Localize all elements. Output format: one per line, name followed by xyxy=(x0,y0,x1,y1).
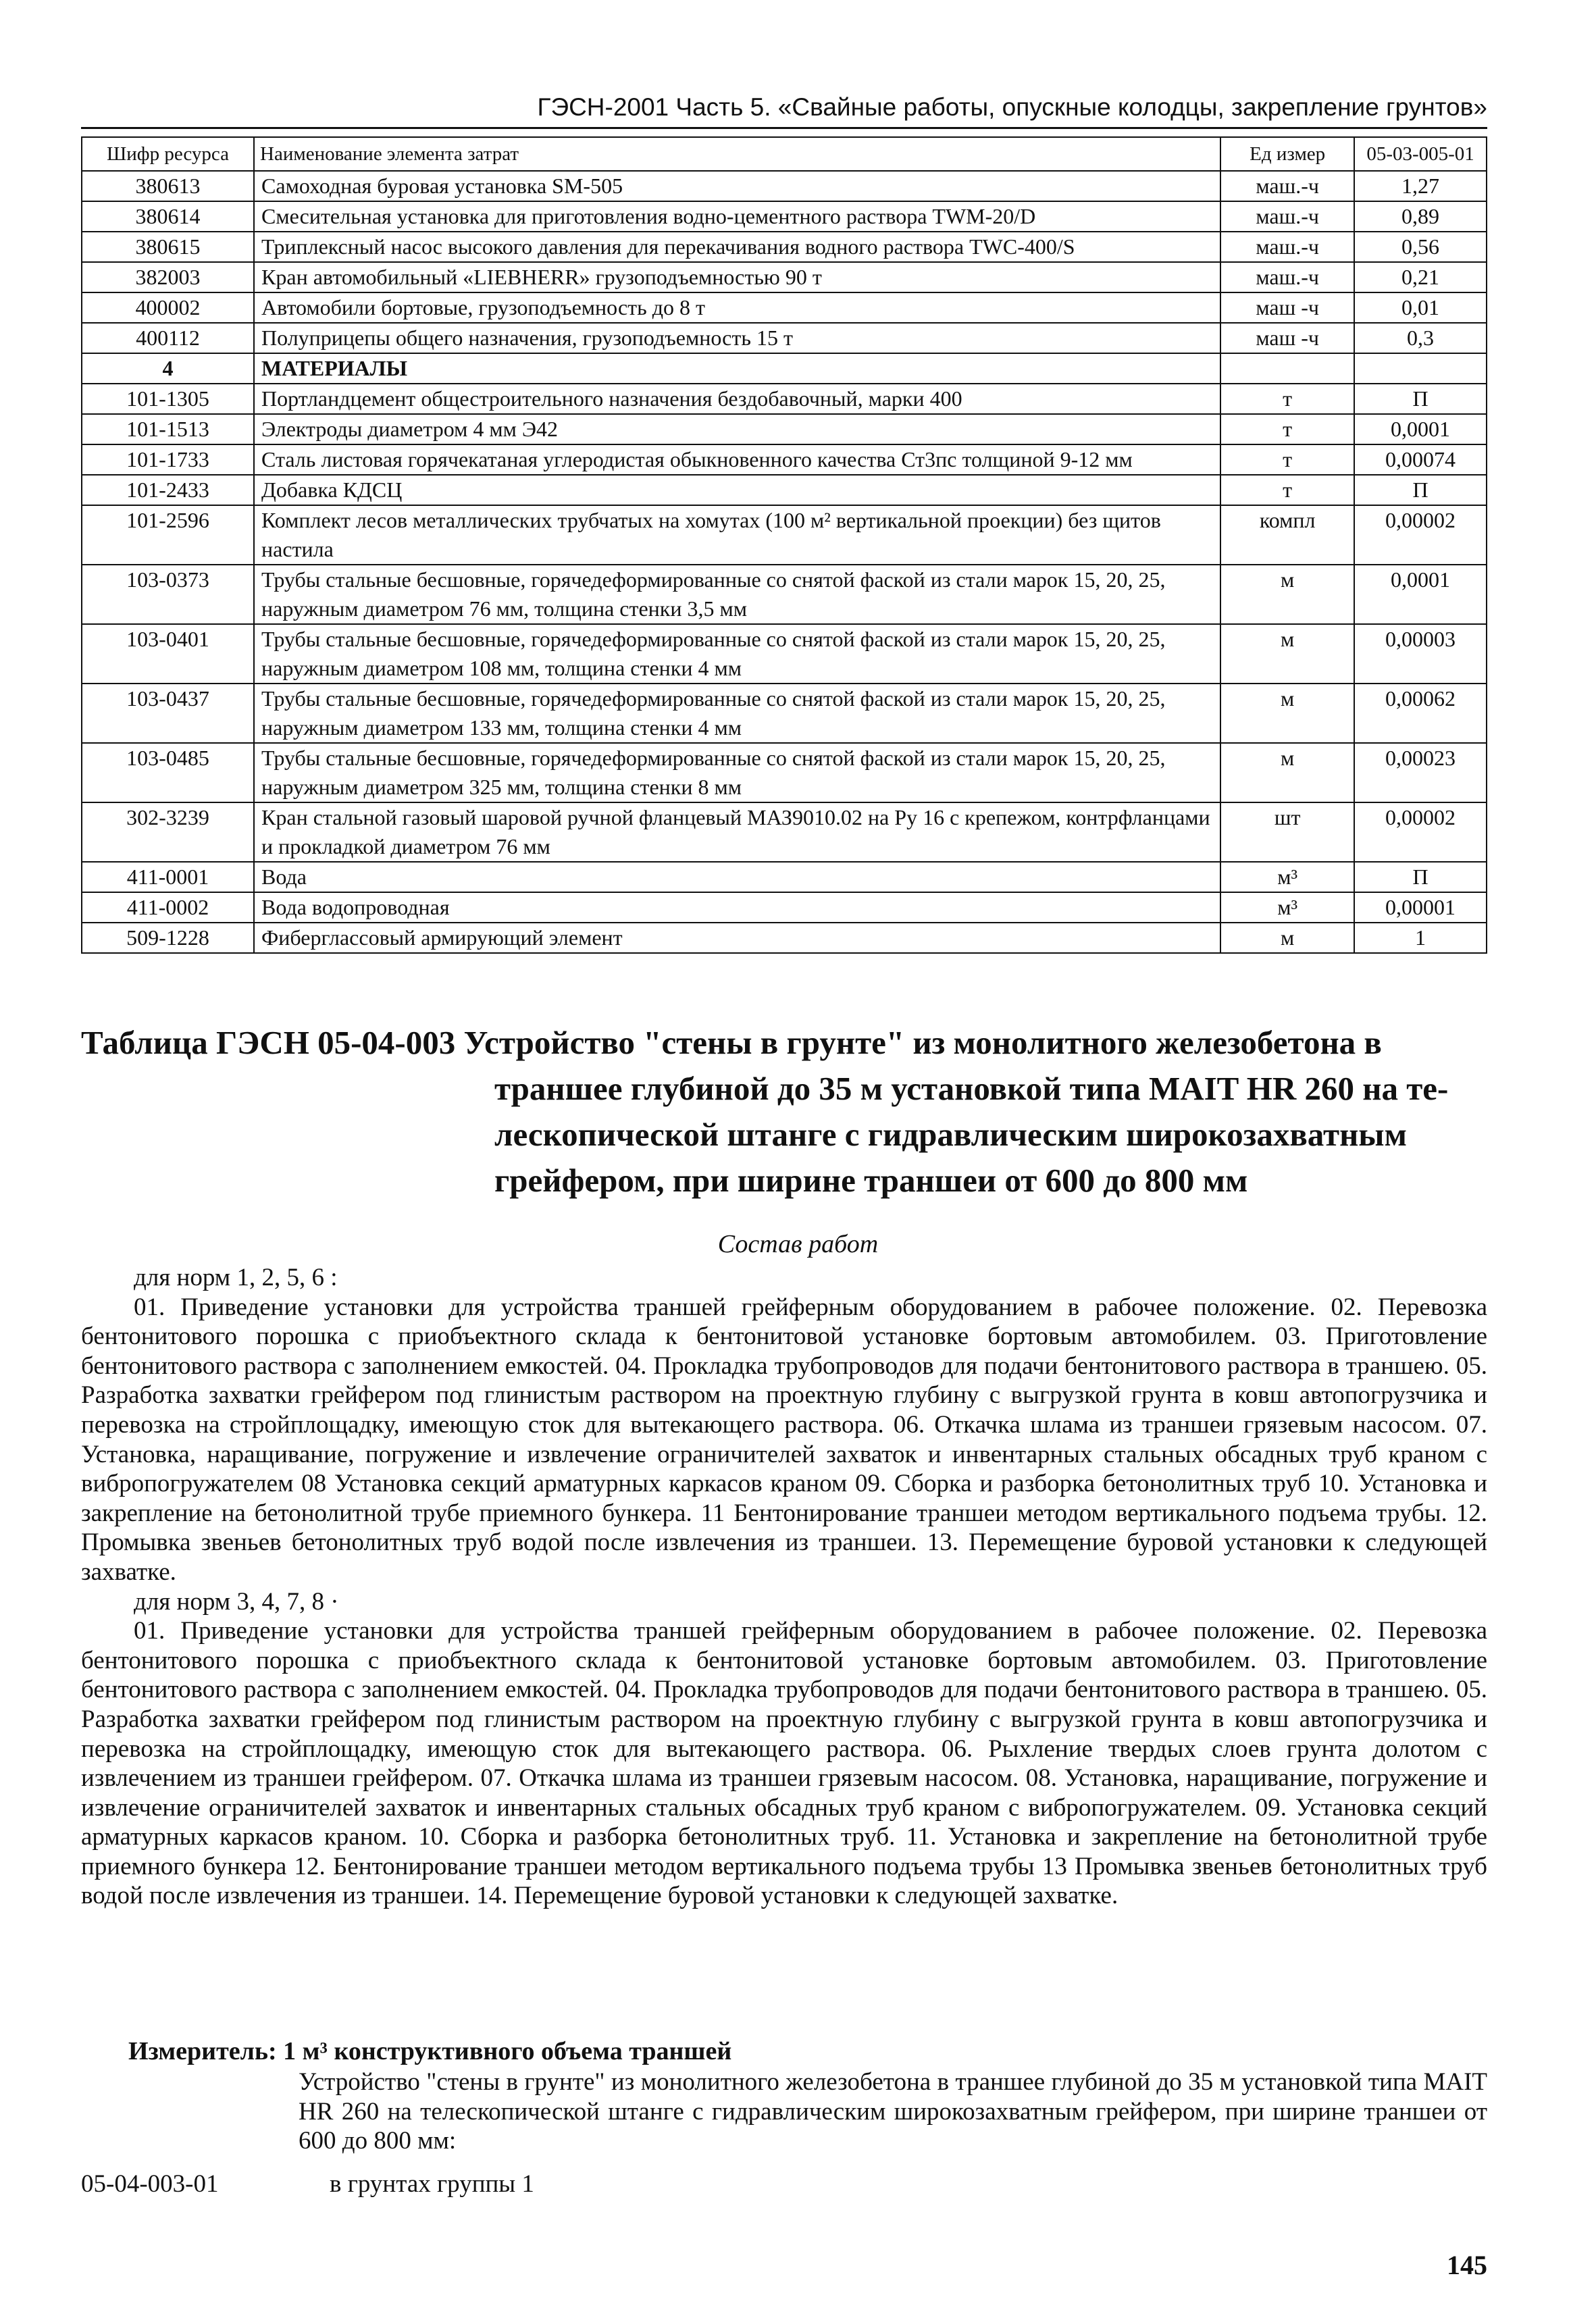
title-line-2: траншее глубиной до 35 м установкой типа MAIT HR 260 на те- xyxy=(494,1070,1449,1107)
cell-value: 0,00003 xyxy=(1354,624,1487,684)
cell-unit: м³ xyxy=(1220,862,1354,892)
cell-name: Кран автомобильный «LIEBHERR» грузоподъемностью 90 т xyxy=(254,262,1220,292)
title-text-1: Устройство "стены в грунте" из монолитного железобетона в xyxy=(463,1024,1382,1061)
work-composition-body xyxy=(81,1263,1487,1911)
cell-value: 0,0001 xyxy=(1354,414,1487,444)
table-row xyxy=(82,323,1487,353)
cell-unit: м xyxy=(1220,743,1354,802)
cell-unit: маш -ч xyxy=(1220,323,1354,353)
cell-code: 101-2433 xyxy=(82,475,254,505)
meter-description: Устройство "стены в грунте" из монолитного железобетона в траншее глубиной до 35 м установкой типа MAIT HR 260 на телескопической штанге с гидравлическим широкозахватным грейфером, при ширине траншеи от 600 до 800 мм: xyxy=(299,2068,1487,2155)
cell-code: 101-2596 xyxy=(82,505,254,565)
cell-name: Фиберглассовый армирующий элемент xyxy=(254,923,1220,953)
cell-unit: т xyxy=(1220,384,1354,414)
cell-value: 0,00001 xyxy=(1354,892,1487,923)
cell-name: Добавка КДСЦ xyxy=(254,475,1220,505)
norms-label-1: для норм 1, 2, 5, 6 : xyxy=(134,1264,338,1291)
cell-name: Смесительная установка для приготовления водно-цементного раствора TWM-20/D xyxy=(254,201,1220,232)
resource-table xyxy=(81,136,1487,954)
cell-name: Портландцемент общестроительного назначения бездобавочный, марки 400 xyxy=(254,384,1220,414)
cell-code: 101-1513 xyxy=(82,414,254,444)
cell-name: Автомобили бортовые, грузоподъемность до 8 т xyxy=(254,292,1220,323)
title-line-3: лескопической штанге с гидравлическим широкозахватным xyxy=(494,1116,1407,1153)
cell-value: 0,00074 xyxy=(1354,444,1487,475)
title-line-1 xyxy=(81,1020,1487,1066)
cell-code: 380613 xyxy=(82,171,254,201)
cell-name: Трубы стальные бесшовные, горячедеформированные со снятой фаской из стали марок 15, 20, 25, наружным диаметром 133 мм, толщина стенки 4 мм xyxy=(254,684,1220,743)
cell-code: 400002 xyxy=(82,292,254,323)
table-row xyxy=(82,353,1487,384)
table-row xyxy=(82,475,1487,505)
table-row xyxy=(82,171,1487,201)
cell-unit: маш.-ч xyxy=(1220,171,1354,201)
cell-unit: т xyxy=(1220,414,1354,444)
title-line-4: грейфером, при ширине траншеи от 600 до 800 мм xyxy=(494,1162,1248,1199)
cell-unit: м xyxy=(1220,565,1354,624)
cell-value: 0,21 xyxy=(1354,262,1487,292)
cell-name: Комплект лесов металлических трубчатых на хомутах (100 м² вертикальной проекции) без щитов настила xyxy=(254,505,1220,565)
cell-value: 0,56 xyxy=(1354,232,1487,262)
table-body xyxy=(82,171,1487,953)
cell-name: Вода xyxy=(254,862,1220,892)
norm-code: 05-04-003-01 xyxy=(81,2170,219,2198)
cell-code: 411-0001 xyxy=(82,862,254,892)
table-row xyxy=(82,384,1487,414)
cell-name: МАТЕРИАЛЫ xyxy=(254,353,1220,384)
meter-label: Измеритель: xyxy=(128,2037,277,2065)
cell-unit: т xyxy=(1220,444,1354,475)
cell-code: 509-1228 xyxy=(82,923,254,953)
cell-code: 380614 xyxy=(82,201,254,232)
cell-unit: шт xyxy=(1220,802,1354,862)
cell-unit: маш.-ч xyxy=(1220,262,1354,292)
cell-name: Кран стальной газовый шаровой ручной фланцевый МАЗ9010.02 на Ру 16 с крепежом, контрфланцами и прокладкой диаметром 76 мм xyxy=(254,802,1220,862)
running-header: ГЭСН-2001 Часть 5. «Свайные работы, опускные колодцы, закрепление грунтов» xyxy=(81,93,1487,129)
work-composition-title: Состав работ xyxy=(717,1230,879,1258)
norms-label-2: для норм 3, 4, 7, 8 · xyxy=(134,1587,339,1616)
cell-code: 103-0401 xyxy=(82,624,254,684)
col-header-code: Шифр ресурса xyxy=(82,137,254,171)
cell-unit: маш.-ч xyxy=(1220,201,1354,232)
table-row xyxy=(82,624,1487,684)
cell-value: 0,00002 xyxy=(1354,505,1487,565)
cell-value: 0,3 xyxy=(1354,323,1487,353)
cell-unit: маш -ч xyxy=(1220,292,1354,323)
cell-name: Трубы стальные бесшовные, горячедеформированные со снятой фаской из стали марок 15, 20, 25, наружным диаметром 325 мм, толщина стенки 8 мм xyxy=(254,743,1220,802)
table-row xyxy=(82,802,1487,862)
table-row xyxy=(82,292,1487,323)
col-header-name: Наименование элемента затрат xyxy=(254,137,1220,171)
norm-text: в грунтах группы 1 xyxy=(330,2170,534,2198)
table-row xyxy=(82,232,1487,262)
cell-code: 411-0002 xyxy=(82,892,254,923)
cell-code: 103-0437 xyxy=(82,684,254,743)
cell-name: Самоходная буровая установка SM-505 xyxy=(254,171,1220,201)
cell-unit: м xyxy=(1220,684,1354,743)
cell-name: Сталь листовая горячекатаная углеродистая обыкновенного качества Ст3пс толщиной 9-12 мм xyxy=(254,444,1220,475)
cell-code: 380615 xyxy=(82,232,254,262)
title-lead: Таблица ГЭСН 05-04-003 xyxy=(81,1024,456,1061)
table-row xyxy=(82,743,1487,802)
table-row xyxy=(82,201,1487,232)
cell-unit: т xyxy=(1220,475,1354,505)
cell-code: 302-3239 xyxy=(82,802,254,862)
cell-value: 0,00002 xyxy=(1354,802,1487,862)
cell-value: 0,00023 xyxy=(1354,743,1487,802)
cell-code: 382003 xyxy=(82,262,254,292)
cell-value: 0,0001 xyxy=(1354,565,1487,624)
cell-name: Трубы стальные бесшовные, горячедеформированные со снятой фаской из стали марок 15, 20, 25, наружным диаметром 108 мм, толщина стенки 4 мм xyxy=(254,624,1220,684)
cell-name: Полуприцепы общего назначения, грузоподъемность 15 т xyxy=(254,323,1220,353)
cell-value: П xyxy=(1354,862,1487,892)
cell-unit: м xyxy=(1220,624,1354,684)
cell-unit: компл xyxy=(1220,505,1354,565)
cell-name: Триплексный насос высокого давления для перекачивания водного раствора TWC-400/S xyxy=(254,232,1220,262)
cell-value: П xyxy=(1354,475,1487,505)
cell-unit: м xyxy=(1220,923,1354,953)
cell-value: 1 xyxy=(1354,923,1487,953)
cell-code: 101-1305 xyxy=(82,384,254,414)
cell-name: Трубы стальные бесшовные, горячедеформированные со снятой фаской из стали марок 15, 20, 25, наружным диаметром 76 мм, толщина стенки 3,5 мм xyxy=(254,565,1220,624)
page-number: 145 xyxy=(1447,2250,1487,2280)
table-row xyxy=(82,262,1487,292)
table-row xyxy=(82,565,1487,624)
cell-code: 103-0373 xyxy=(82,565,254,624)
table-row xyxy=(82,684,1487,743)
table-row xyxy=(82,892,1487,923)
cell-unit: м³ xyxy=(1220,892,1354,923)
cell-value: 1,27 xyxy=(1354,171,1487,201)
table-header-row xyxy=(82,137,1487,171)
cell-code: 101-1733 xyxy=(82,444,254,475)
table-row xyxy=(82,923,1487,953)
work-text-1: 01. Приведение установки для устройства траншей грейферным оборудованием в рабочее положение. 02. Перевозка бентонитового порошка с приобъектного склада к бентонитовой установке бортовым автомобилем. 03. Приготовление бентонитового раствора с заполнением емкостей. 04. Прокладка трубопроводов для подачи бентонитового раствора в траншею. 05. Разработка захватки грейфером под глинистым раствором на проектную глубину с выгрузкой грунта в ковш автопогрузчика и перевозка на стройплощадку, имеющую сток для вытекающего раствора. 06. Откачка шлама из траншеи грязевым насосом. 07. Установка, наращивание, погружение и извлечение ограничителей захваток и инвентарных стальных обсадных труб краном с вибропогружателем 08 Установка секций арматурных каркасов краном 09. Сборка и разборка бетонолитных труб 10. Установка и закрепление на бетонолитной трубе приемного бункера. 11 Бентонирование траншеи методом вертикального подъема трубы. 12. Промывка звеньев бетонолитных труб водой после извлечения из траншеи. 13. Перемещение буровой установки к следующей захватке. xyxy=(81,1293,1487,1586)
cell-unit: маш.-ч xyxy=(1220,232,1354,262)
meter xyxy=(128,2036,731,2066)
cell-unit xyxy=(1220,353,1354,384)
table-row xyxy=(82,862,1487,892)
cell-value: 0,00062 xyxy=(1354,684,1487,743)
section-title xyxy=(81,1020,1487,1204)
col-header-value: 05-03-005-01 xyxy=(1354,137,1487,171)
table-row xyxy=(82,505,1487,565)
table-row xyxy=(82,414,1487,444)
cell-value xyxy=(1354,353,1487,384)
cell-code: 103-0485 xyxy=(82,743,254,802)
cell-code: 400112 xyxy=(82,323,254,353)
meter-value: 1 м³ конструктивного объема траншей xyxy=(283,2037,732,2065)
col-header-unit: Ед измер xyxy=(1220,137,1354,171)
cell-name: Электроды диаметром 4 мм Э42 xyxy=(254,414,1220,444)
cell-value: 0,01 xyxy=(1354,292,1487,323)
cell-code: 4 xyxy=(82,353,254,384)
cell-name: Вода водопроводная xyxy=(254,892,1220,923)
work-text-2: 01. Приведение установки для устройства траншей грейферным оборудованием в рабочее положение. 02. Перевозка бентонитового порошка с приобъектного склада к бентонитовой установке бортовым автомобилем. 03. Приготовление бентонитового раствора с заполнением емкостей. 04. Прокладка трубопроводов для подачи бентонитового раствора в траншею. 05. Разработка захватки грейфером под глинистым раствором на проектную глубину с выгрузкой грунта в ковш автопогрузчика и перевозка на стройплощадку, имеющую сток для вытекающего раствора. 06. Рыхление твердых слоев грунта долотом с извлечением из траншеи грейфером. 07. Откачка шлама из траншеи грязевым насосом. 08. Установка, наращивание, погружение и извлечение ограничителей захваток и инвентарных стальных обсадных труб краном с вибропогружателем. 09. Установка секций арматурных каркасов краном. 10. Сборка и разборка бетонолитных труб. 11. Установка и закрепление на бетонолитной трубе приемного бункера 12. Бентонирование траншеи методом вертикального подъема трубы 13 Промывка звеньев бетонолитных труб водой после извлечения из траншеи. 14. Перемещение буровой установки к следующей захватке. xyxy=(81,1617,1487,1910)
cell-value: П xyxy=(1354,384,1487,414)
cell-value: 0,89 xyxy=(1354,201,1487,232)
table-row xyxy=(82,444,1487,475)
